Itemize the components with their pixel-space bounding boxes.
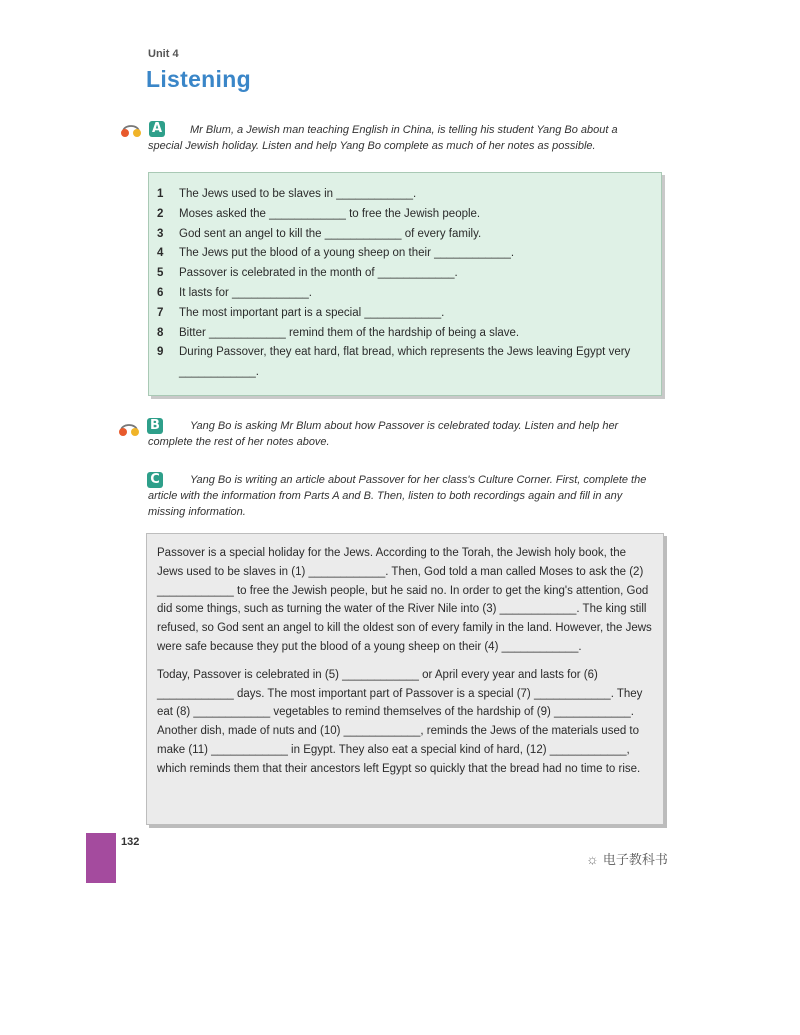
note-item: 1 The Jews used to be slaves in ____________.: [157, 188, 417, 200]
article-paragraph-2: Today, Passover is celebrated in (5) ____________ or April every year and lasts for (6) ____________ days. The most important part of Passover is a special (7) ____________. They eat (8) ____________ vegetables to remind themselves of the hardship of (9) ____________. Another dish, made of nuts and (10) ____________, reminds the Jews of the materials used to make (11) ____________ in Egypt. They also eat a special kind of hard, (12) ____________, which reminds them that their ancestors left Egypt so quickly that the bread had no time to rise.: [157, 668, 643, 775]
note-item: 7 The most important part is a special ____________.: [157, 306, 445, 319]
note-item: 5 Passover is celebrated in the month of ____________.: [157, 267, 458, 280]
notes-list: [149, 173, 661, 383]
part-a-badge: A: [149, 121, 165, 137]
article-box: [146, 533, 664, 825]
part-c-badge: C: [147, 472, 163, 488]
note-item: 9 During Passover, they eat hard, flat bread, which represents the Jews leaving Egypt very ____________.: [157, 346, 631, 379]
page-title: Listening: [146, 66, 251, 92]
part-a-instruction: Mr Blum, a Jewish man teaching English in China, is telling his student Yang Bo about a special Jewish holiday. Listen and help Yang Bo complete as much of her notes as possible.: [148, 124, 618, 152]
page-color-tab: [86, 833, 116, 883]
headphones-icon: [117, 419, 141, 437]
watermark-text: 电子教科书: [602, 852, 668, 867]
page-number: 132: [121, 836, 140, 848]
note-item: 2 Moses asked the ____________ to free the Jewish people.: [157, 207, 481, 220]
notes-box: [148, 172, 662, 396]
part-b-instruction: Yang Bo is asking Mr Blum about how Passover is celebrated today. Listen and help her complete the rest of her notes above.: [148, 420, 619, 448]
watermark: [586, 849, 668, 868]
part-b-badge: B: [147, 418, 163, 434]
note-item: 6 It lasts for ____________.: [157, 286, 312, 299]
note-item: 3 God sent an angel to kill the ____________ of every family.: [157, 227, 482, 240]
note-item: 8 Bitter ____________ remind them of the hardship of being a slave.: [157, 326, 520, 339]
part-c-instruction: Yang Bo is writing an article about Passover for her class's Culture Corner. First, complete the article with the information from Parts A and B. Then, listen to both recordings again and fill in any missing information.: [148, 474, 647, 518]
headphones-icon: [119, 120, 143, 138]
article-paragraph-1: Passover is a special holiday for the Jews. According to the Torah, the Jewish holy book, the Jews used to be slaves in (1) ____________. Then, God told a man called Moses to ask the (2) ____________ to free the Jewish people, but he said no. In order to get the king's attention, God did some things, such as turning the water of the River Nile into (3) ____________. The king still refused, so God sent an angel to kill the oldest son of every family in the land. However, the Jews were safe because they put the blood of a young sheep on their (4) ____________.: [157, 547, 652, 653]
note-item: 4 The Jews put the blood of a young sheep on their ____________.: [157, 247, 515, 260]
unit-label: Unit 4: [148, 48, 179, 60]
wechat-icon: ☼: [586, 850, 599, 867]
